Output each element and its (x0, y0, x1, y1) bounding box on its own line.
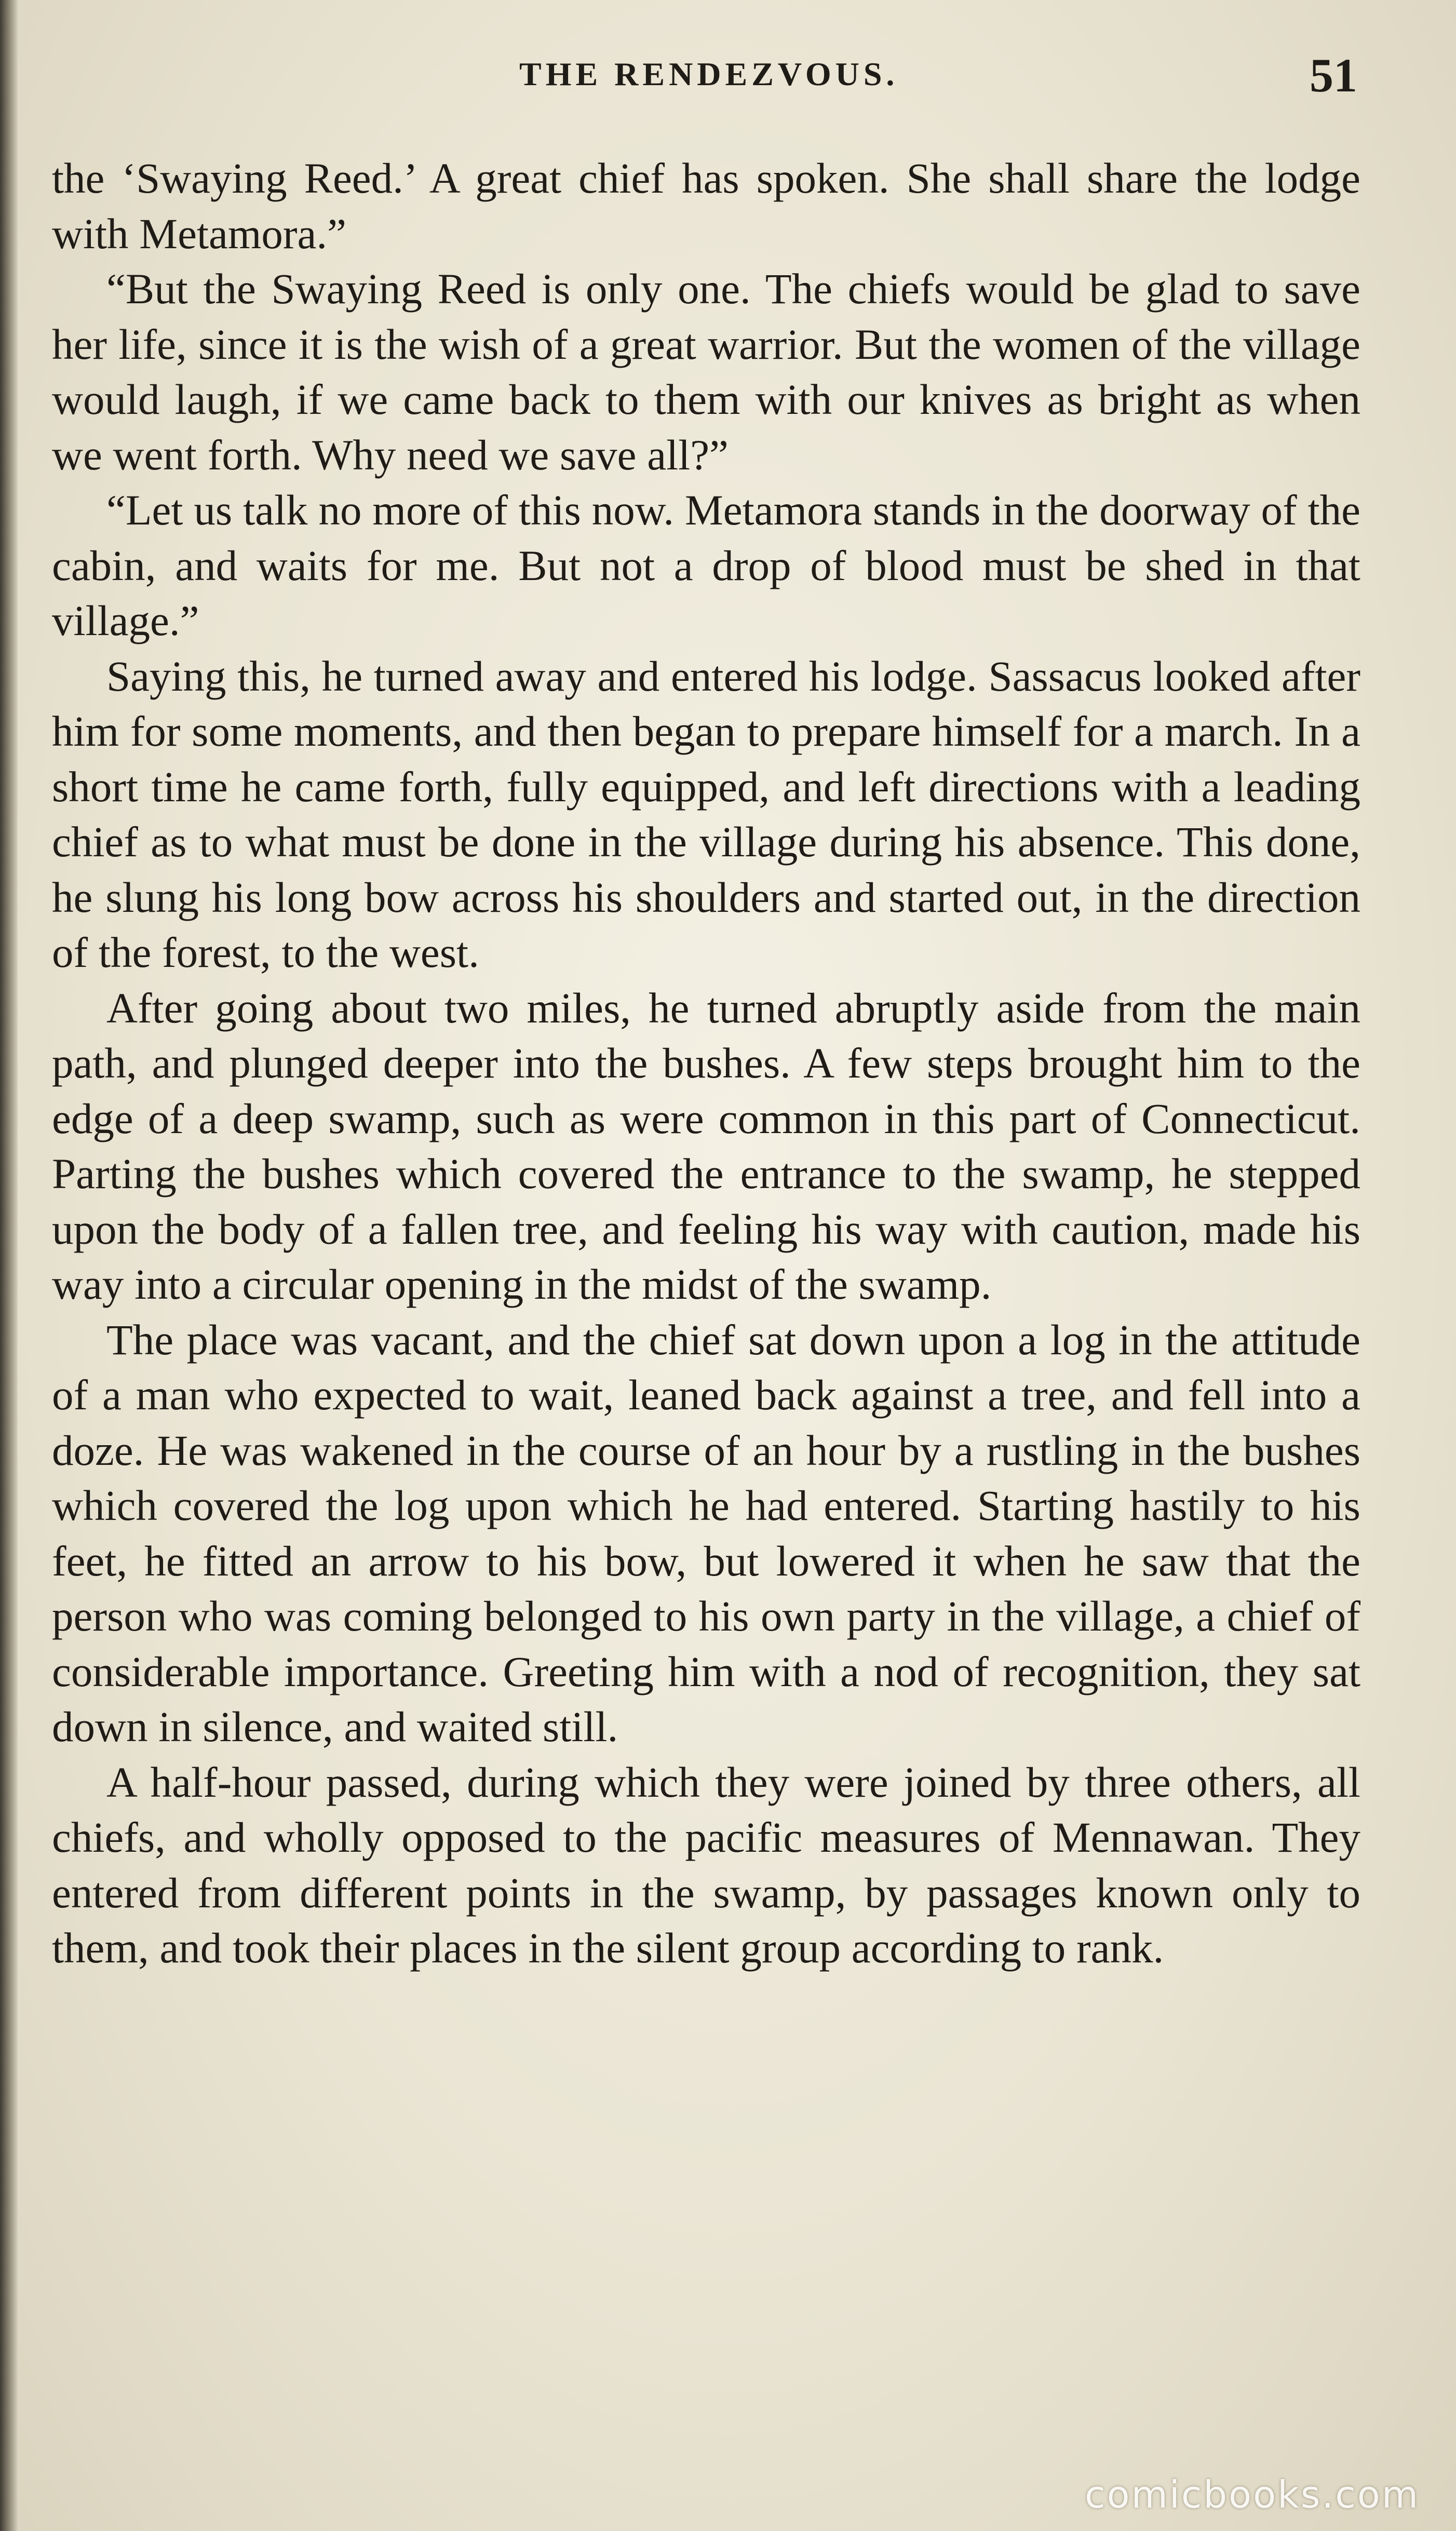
running-head (0, 51, 1456, 108)
page-binding-edge (0, 0, 18, 2531)
body-text (52, 151, 1360, 1976)
paragraph: Saying this, he turned away and entered his lodge. Sassacus looked after him for some moments, and then began to prepare himself for a march. In a short time he came forth, fully equipped, and left directions with a leading chief as to what must be done in the village during his absence. This done, he slung his long bow across his shoulders and started out, in the direction of the forest, to the west. (52, 652, 1360, 976)
paragraph: A half-hour passed, during which they were joined by three others, all chiefs, and wholly opposed to the pacific measures of Mennawan. They entered from different points in the swamp, by passages known only to them, and took their places in the silent group according to rank. (52, 1758, 1360, 1972)
paragraph: “But the Swaying Reed is only one. The chiefs would be glad to save her life, since it is the wish of a great warrior. But the women of the village would laugh, if we came back to them with our knives as bright as when we went forth. Why need we save all?” (52, 265, 1360, 479)
page-number: 51 (1310, 49, 1357, 102)
watermark: comicbooks.com (1084, 2473, 1420, 2516)
running-head-title: THE RENDEZVOUS. (519, 56, 899, 92)
paragraph: After going about two miles, he turned abruptly aside from the main path, and plunged deeper into the bushes. A few steps brought him to the edge of a deep swamp, such as were common in this part of Connecticut. Parting the bushes which covered the entrance to the swamp, he stepped upon the body of a fallen tree, and feeling his way with caution, made his way into a circular opening in the midst of the swamp. (52, 984, 1360, 1308)
paragraph: “Let us talk no more of this now. Metamora stands in the doorway of the cabin, and waits for me. But not a drop of blood must be shed in that village.” (52, 486, 1360, 644)
paragraph-continued: the ‘Swaying Reed.’ A great chief has spoken. She shall share the lodge with Metamora.” (52, 154, 1360, 258)
paragraph: The place was vacant, and the chief sat down upon a log in the attitude of a man who expected to wait, leaned back against a tree, and fell into a doze. He was wakened in the course of an hour by a rustling in the bushes which covered the log upon which he had entered. Starting hastily to his feet, he fitted an arrow to his bow, but lowered it when he saw that the person who was coming belonged to his own party in the village, a chief of considerable importance. Greeting him with a nod of recognition, they sat down in silence, and waited still. (52, 1315, 1360, 1751)
